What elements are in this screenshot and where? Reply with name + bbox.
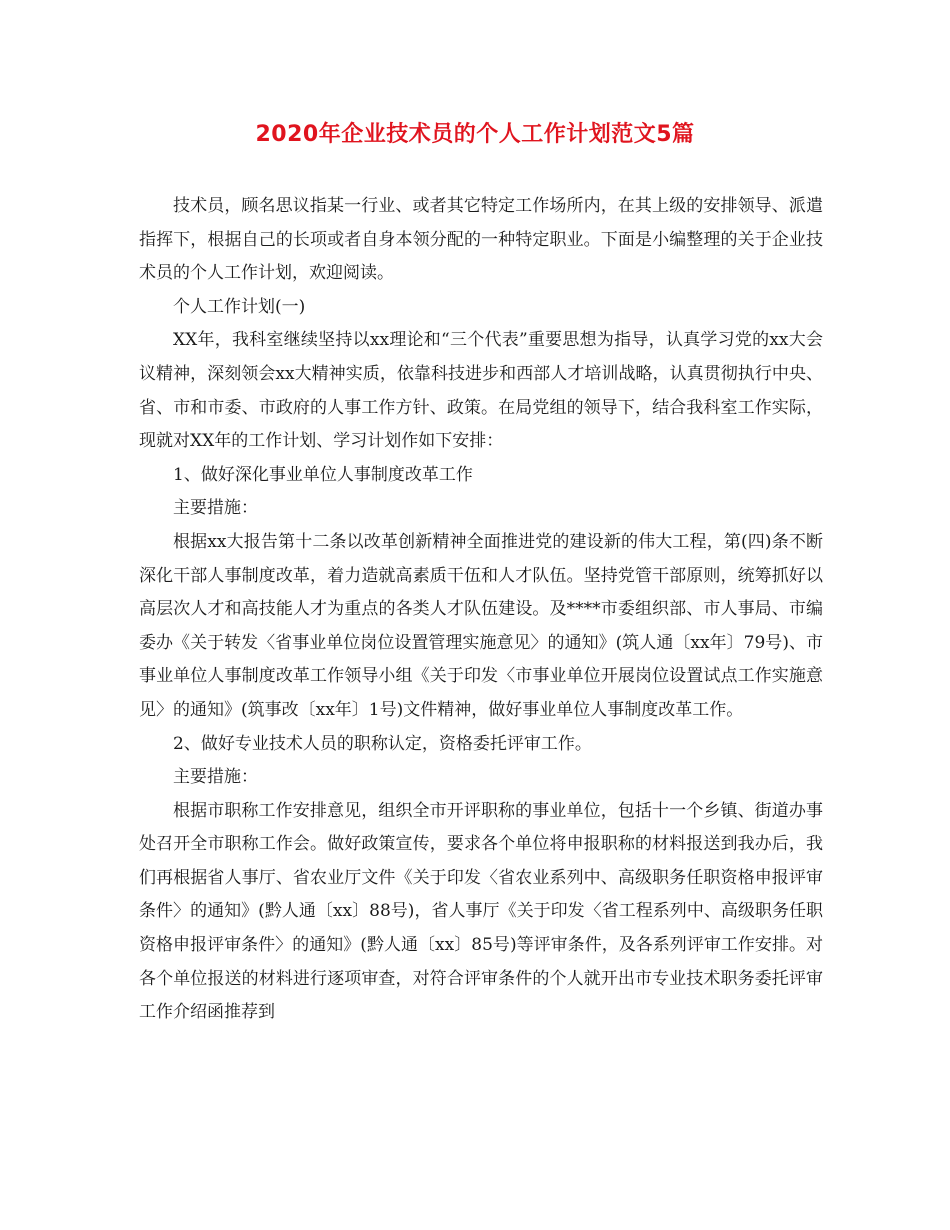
section-heading: 个人工作计划(一) [173,296,306,317]
document-title: 2020年企业技术员的个人工作计划范文5篇 [255,122,695,147]
document-body [139,190,823,1030]
item-heading: 2、做好专业技术人员的职称认定，资格委托评审工作。 [173,733,592,754]
item-heading: 1、做好深化事业单位人事制度改革工作 [173,464,473,485]
intro-paragraph: 技术员，顾名思议指某一行业、或者其它特定工作场所内，在其上级的安排领导、派遣指挥下，根据自己的长项或者自身本领分配的一种特定职业。下面是小编整理的关于企业技术员的个人工作计划，欢迎阅读。 [139,196,823,284]
measures-label: 主要措施： [173,767,258,788]
body-paragraph: 根据市职称工作安排意见，组织全市开评职称的事业单位，包括十一个乡镇、街道办事处召开全市职称工作会。做好政策宣传，要求各个单位将申报职称的材料报送到我办后，我们再根据省人事厅、省农业厅文件《关于印发〈省农业系列中、高级职务任职资格申报评审条件〉的通知》(黔人通〔xx〕88号)，省人事厅《关于印发〈省工程系列中、高级职务任职资格申报评审条件〉的通知》(黔人通〔xx〕85号)等评审条件，及各系列评审工作安排。对各个单位报送的材料进行逐项审查，对符合评审条件的个人就开出市专业技术职务委托评审工作介绍函推荐到 [139,800,823,1023]
measures-label: 主要措施： [173,498,258,519]
body-paragraph: 根据xx大报告第十二条以改革创新精神全面推进党的建设新的伟大工程，第(四)条不断深化干部人事制度改革，着力造就高素质干伍和人才队伍。坚持党管干部原则，统筹抓好以高层次人才和高技能人才为重点的各类人才队伍建设。及****市委组织部、市人事局、市编委办《关于转发〈省事业单位岗位设置管理实施意见〉的通知》(筑人通〔xx年〕79号)、市事业单位人事制度改革工作领导小组《关于印发〈市事业单位开展岗位设置试点工作实施意见〉的通知》(筑事改〔xx年〕1号)文件精神，做好事业单位人事制度改革工作。 [139,531,823,720]
body-paragraph: XX年，我科室继续坚持以xx理论和“三个代表”重要思想为指导，认真学习党的xx大会议精神，深刻领会xx大精神实质，依靠科技进步和西部人才培训战略，认真贯彻执行中央、省、市和市委、市政府的人事工作方针、政策。在局党组的领导下，结合我科室工作实际，现就对XX年的工作计划、学习计划作如下安排： [139,330,823,452]
